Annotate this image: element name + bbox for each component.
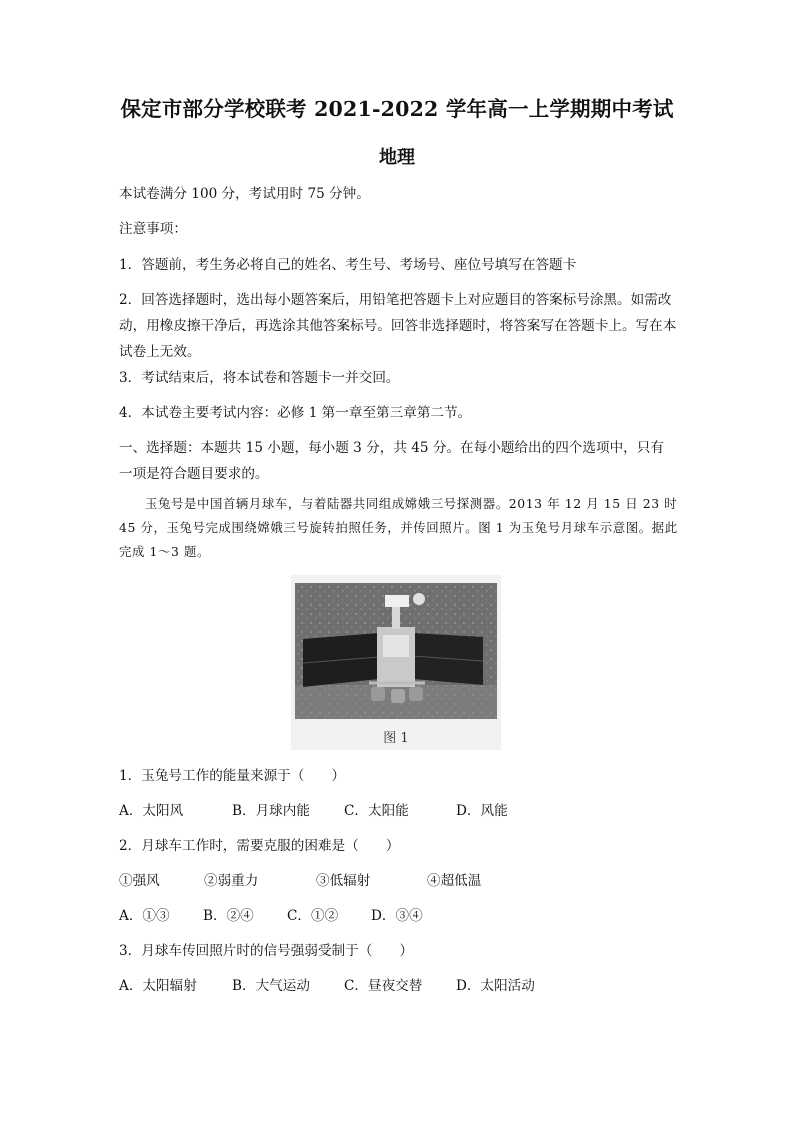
option-b[interactable]: B．大气运动 (232, 978, 310, 994)
option-d[interactable]: D．风能 (456, 803, 508, 819)
item-2: ②弱重力 (204, 873, 259, 889)
exam-title: 保定市部分学校联考 2021-2022 学年高一上学期期中考试 (120, 97, 674, 121)
passage-text: 玉兔号是中国首辆月球车，与着陆器共同组成嫦娥三号探测器。2013 年 12 月 15 日 23 时 45 分，玉兔号完成围绕嫦娥三号旋转拍照任务，并传回照片。图 1 为玉兔号月球车示意图。据此完成 1～3 题。 (119, 496, 678, 559)
question-1-stem: 1．玉兔号工作的能量来源于（ ） (119, 768, 346, 784)
question-3-stem: 3．月球车传回照片时的信号强弱受制于（ ） (119, 943, 414, 959)
note-1: 1．答题前，考生务必将自己的姓名、考生号、考场号、座位号填写在答题卡 (119, 257, 577, 273)
notice-heading: 注意事项： (119, 221, 187, 237)
item-1: ①强风 (119, 873, 160, 889)
figure-caption: 图 1 (383, 731, 409, 746)
score-line: 本试卷满分 100 分，考试用时 75 分钟。 (119, 186, 370, 202)
section-heading: 一、选择题：本题共 15 小题，每小题 3 分，共 45 分。在每小题给出的四个选项中，只有一项是符合题目要求的。 (119, 440, 664, 482)
option-d[interactable]: D．③④ (371, 908, 423, 924)
option-b[interactable]: B．月球内能 (232, 803, 310, 819)
option-c[interactable]: C．昼夜交替 (344, 978, 423, 994)
note-3: 3．考试结束后，将本试卷和答题卡一并交回。 (119, 370, 400, 386)
option-a[interactable]: A．①③ (119, 908, 170, 924)
item-3: ③低辐射 (316, 873, 371, 889)
option-c[interactable]: C．①② (287, 908, 339, 924)
note-4: 4．本试卷主要考试内容：必修 1 第一章至第三章第二节。 (119, 405, 472, 421)
option-b[interactable]: B．②④ (203, 908, 254, 924)
yutu-rover-photo (291, 575, 501, 750)
note-2: 2．回答选择题时，选出每小题答案后，用铅笔把答题卡上对应题目的答案标号涂黑。如需改动，用橡皮擦干净后，再选涂其他答案标号。回答非选择题时，将答案写在答题卡上。写在本试卷上无效。 (119, 292, 677, 360)
question-2-stem: 2．月球车工作时，需要克服的困难是（ ） (119, 838, 400, 854)
figure-1 (291, 575, 501, 750)
reading-passage (119, 492, 679, 564)
option-a[interactable]: A．太阳风 (119, 803, 184, 819)
subject-title: 地理 (379, 147, 415, 168)
option-a[interactable]: A．太阳辐射 (119, 978, 197, 994)
item-4: ④超低温 (427, 873, 482, 889)
option-d[interactable]: D．太阳活动 (456, 978, 535, 994)
option-c[interactable]: C．太阳能 (344, 803, 409, 819)
